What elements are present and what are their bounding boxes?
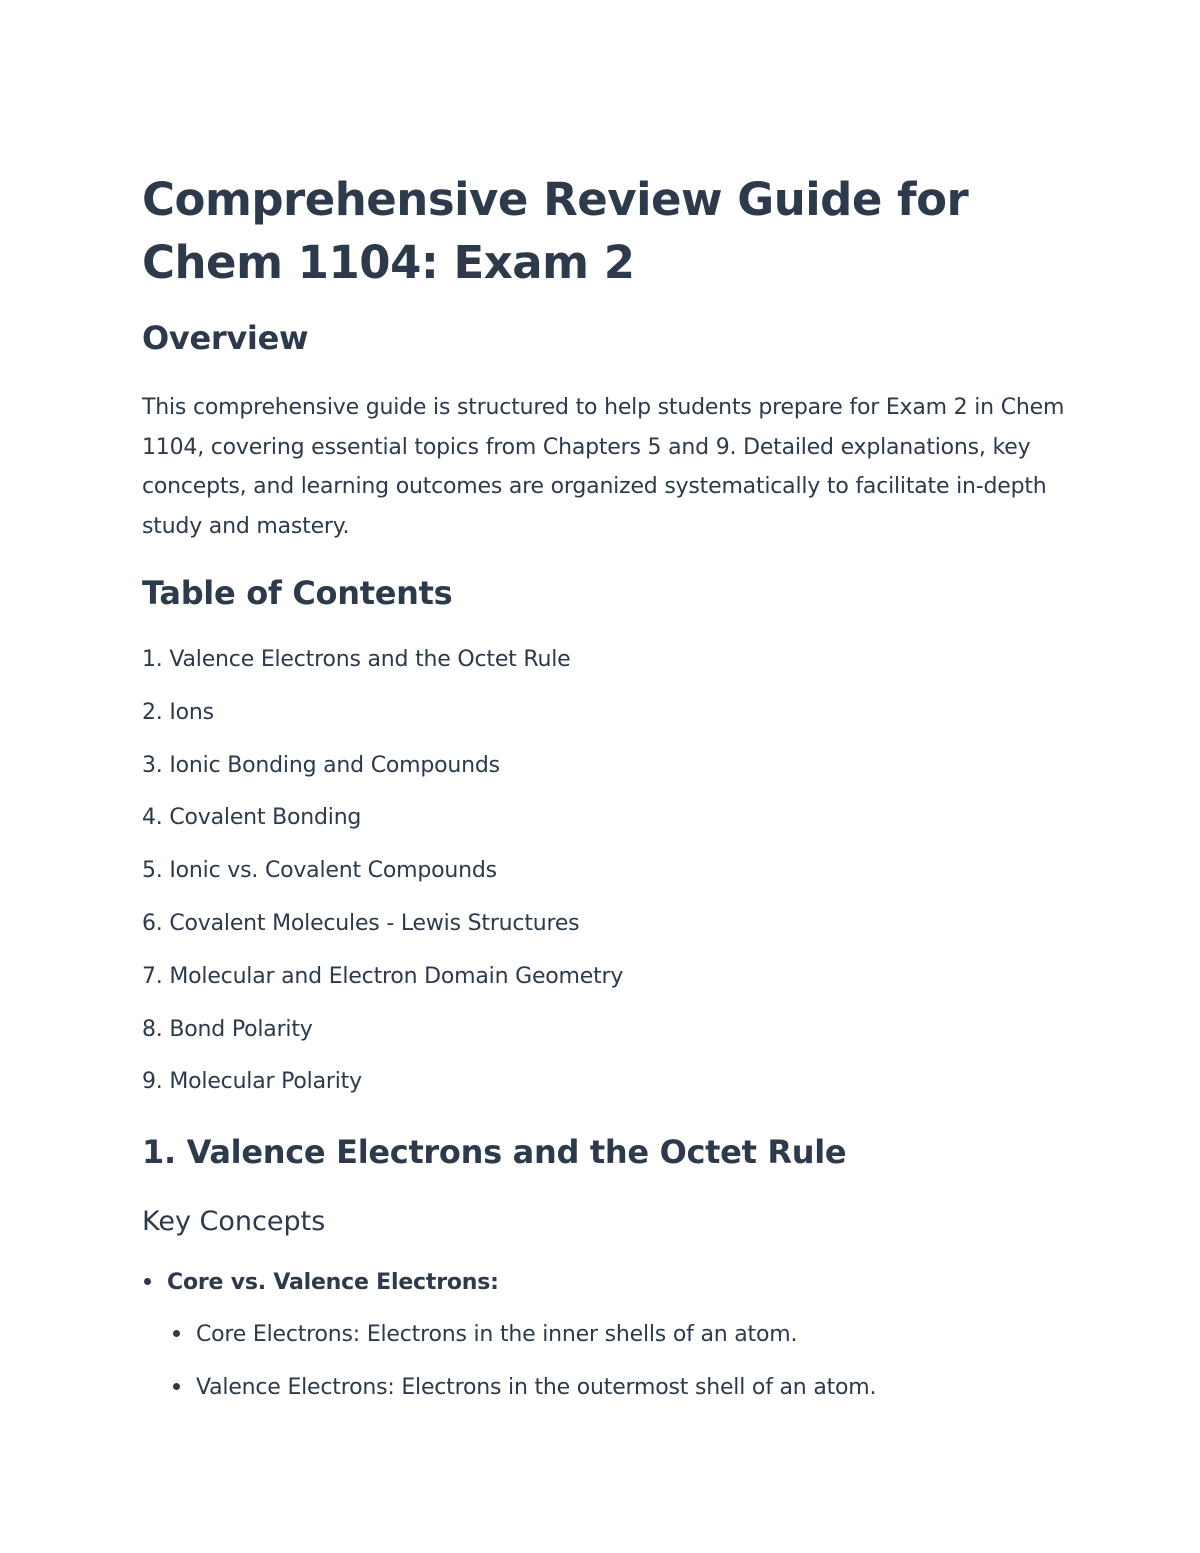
bullet-label: Core vs. Valence Electrons: [167,1270,499,1295]
list-item [173,1371,876,1405]
list-item [144,1266,499,1300]
toc-heading: Table of Contents [142,574,453,612]
toc-item[interactable]: 2. Ions [142,699,214,725]
toc-item[interactable]: 4. Covalent Bonding [142,805,362,831]
toc-item[interactable]: 9. Molecular Polarity [142,1069,362,1095]
bullet-icon [173,1330,180,1337]
toc-item[interactable]: 7. Molecular and Electron Domain Geometry [142,963,624,989]
bullet-icon [144,1278,151,1285]
overview-paragraph: This comprehensive guide is structured to help students prepare for Exam 2 in Chem 1104, covering essential topics from Chapters 5 and 9. Detailed explanations, key concepts, and learning outcomes are organized systematically to facilitate in-depth study and mastery. [142,395,1065,539]
section1-heading: 1. Valence Electrons and the Octet Rule [142,1133,847,1171]
page-title: Comprehensive Review Guide for Chem 1104: Exam 2 [142,173,969,289]
bullet-label: Core Electrons: Electrons in the inner shells of an atom. [196,1322,798,1347]
toc-list [142,643,623,1118]
key-concepts-subheading: Key Concepts [142,1206,326,1237]
bullet-label: Valence Electrons: Electrons in the outermost shell of an atom. [196,1375,877,1400]
toc-item[interactable]: 8. Bond Polarity [142,1016,313,1042]
toc-item[interactable]: 6. Covalent Molecules - Lewis Structures [142,910,580,936]
toc-item[interactable]: 3. Ionic Bonding and Compounds [142,752,500,778]
bullet-icon [173,1383,180,1390]
toc-item[interactable]: 5. Ionic vs. Covalent Compounds [142,858,497,884]
list-item [173,1318,797,1352]
overview-heading: Overview [142,319,309,357]
toc-item[interactable]: 1. Valence Electrons and the Octet Rule [142,647,571,672]
